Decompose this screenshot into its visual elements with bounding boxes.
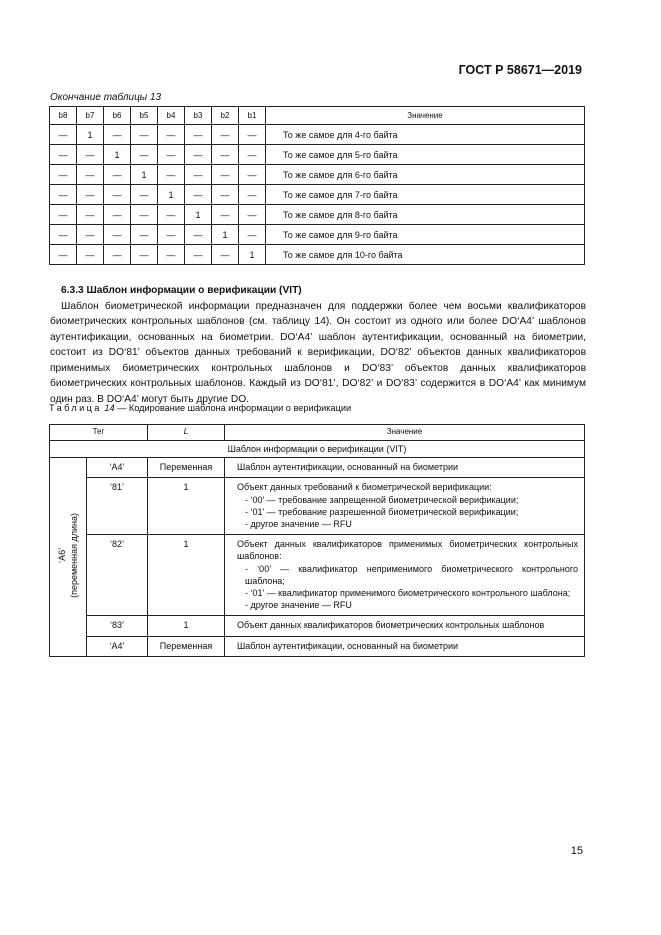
bit-cell: 1 xyxy=(104,145,131,165)
bit-cell: — xyxy=(239,145,266,165)
col-header: b5 xyxy=(131,107,158,125)
bit-cell: — xyxy=(131,205,158,225)
bit-cell: — xyxy=(77,205,104,225)
table14-caption xyxy=(49,403,351,413)
length-cell: 1 xyxy=(148,535,225,616)
bit-cell: — xyxy=(158,225,185,245)
bit-cell: 1 xyxy=(239,245,266,265)
description-text: Шаблон аутентификации, основанный на биометрии xyxy=(237,462,459,473)
description-text: Объект данных квалификаторов биометрических контрольных шаблонов xyxy=(237,620,545,631)
table14-title-row xyxy=(50,441,585,458)
table-row xyxy=(50,205,585,225)
table-row xyxy=(50,125,585,145)
list-item: - ‘00’ — квалификатор неприменимого биометрического контрольного шаблона; xyxy=(245,563,578,586)
bit-cell: — xyxy=(131,225,158,245)
bit-cell: — xyxy=(50,205,77,225)
section-heading: 6.3.3 Шаблон информации о верификации (VIT) xyxy=(61,285,302,296)
bit-cell: — xyxy=(77,225,104,245)
bit-cell: — xyxy=(104,185,131,205)
table-13 xyxy=(49,106,585,265)
tag-cell: ‘82’ xyxy=(87,535,148,616)
bit-cell: — xyxy=(185,165,212,185)
bit-cell: — xyxy=(50,245,77,265)
bit-cell: — xyxy=(131,245,158,265)
section-paragraph: Шаблон биометрической информации предназначен для поддержки более чем восьми квалификаторов биометрических контрольных шаблонов (см. таблицу 14). Он состоит из одного или более DO‘A4’ шаблонов аутентификации, основанных на биометрии. DO‘A4’ шаблон аутентификации, основанный на биометрии, состоит из DO‘81’ объектов данных требований к верификации, DO‘82’ объектов данных квалификаторов применимых биометрических контрольных шаблонов и DO‘83’ объектов данных квалификаторов биометрических контрольных шаблонов. Каждый из DO‘81’, DO‘82’ и DO‘83’ содержится в DO‘A4’ как минимум один раз. В DO‘A4’ могут быть другие DO. xyxy=(50,300,586,405)
value-cell: То же самое для 8-го байта xyxy=(266,205,585,225)
table-row xyxy=(50,458,585,478)
bit-cell: — xyxy=(104,245,131,265)
bit-cell: 1 xyxy=(185,205,212,225)
outer-tag-cell xyxy=(50,458,87,657)
col-header-tag: Тег xyxy=(50,425,148,441)
value-cell: То же самое для 9-го байта xyxy=(266,225,585,245)
bit-cell: — xyxy=(131,185,158,205)
outer-tag: ‘A6’ xyxy=(57,547,67,563)
bit-cell: — xyxy=(185,245,212,265)
table14-caption-text: — Кодирование шаблона информации о верификации xyxy=(117,403,352,413)
bit-cell: — xyxy=(158,145,185,165)
bit-cell: — xyxy=(212,245,239,265)
tag-cell: ‘81’ xyxy=(87,478,148,535)
bit-cell: — xyxy=(185,145,212,165)
bit-cell: — xyxy=(131,125,158,145)
bit-cell: — xyxy=(158,205,185,225)
bit-cell: — xyxy=(185,125,212,145)
description-cell xyxy=(225,535,585,616)
length-cell: Переменная xyxy=(148,458,225,478)
tag-cell: ‘A4’ xyxy=(87,458,148,478)
table-14 xyxy=(49,424,585,657)
bit-cell: — xyxy=(212,145,239,165)
bit-cell: — xyxy=(185,185,212,205)
bit-cell: — xyxy=(104,205,131,225)
bit-cell: 1 xyxy=(131,165,158,185)
bit-cell: — xyxy=(212,165,239,185)
table-row xyxy=(50,165,585,185)
list-item: - другое значение — RFU xyxy=(245,600,352,611)
table13-header-row xyxy=(50,107,585,125)
bit-cell: — xyxy=(239,225,266,245)
list-item: - ‘01’ — требование разрешенной биометрической верификации; xyxy=(245,506,519,517)
description-cell xyxy=(225,616,585,636)
table14-caption-number: 14 xyxy=(104,403,115,413)
bit-cell: — xyxy=(50,145,77,165)
bit-cell: — xyxy=(239,185,266,205)
bit-cell: — xyxy=(131,145,158,165)
outer-length-note: (переменная длина) xyxy=(69,512,79,598)
bit-cell: — xyxy=(50,225,77,245)
description-text: Объект данных квалификаторов применимых биометрических контрольных шаблонов: xyxy=(237,539,578,562)
col-header: b7 xyxy=(77,107,104,125)
value-cell: То же самое для 4-го байта xyxy=(266,125,585,145)
bit-cell: — xyxy=(77,165,104,185)
table14-caption-label: Таблица xyxy=(49,403,102,413)
bit-cell: — xyxy=(50,165,77,185)
bit-cell: — xyxy=(50,185,77,205)
col-header-length: L xyxy=(148,425,225,441)
bit-cell: — xyxy=(77,185,104,205)
col-header: b4 xyxy=(158,107,185,125)
col-header-value: Значение xyxy=(225,425,585,441)
bit-cell: — xyxy=(158,125,185,145)
document-header: ГОСТ Р 58671—2019 xyxy=(458,63,582,77)
tag-cell: ‘A4’ xyxy=(87,636,148,656)
bit-cell: — xyxy=(158,165,185,185)
value-cell: То же самое для 7-го байта xyxy=(266,185,585,205)
length-cell: Переменная xyxy=(148,636,225,656)
table-row xyxy=(50,636,585,656)
bit-cell: — xyxy=(104,165,131,185)
bit-cell: — xyxy=(239,125,266,145)
col-header: b6 xyxy=(104,107,131,125)
table-row xyxy=(50,535,585,616)
bit-cell: — xyxy=(212,125,239,145)
bit-cell: — xyxy=(239,205,266,225)
table-row xyxy=(50,185,585,205)
tag-cell: ‘83’ xyxy=(87,616,148,636)
table13-caption: Окончание таблицы 13 xyxy=(50,92,162,103)
description-cell xyxy=(225,458,585,478)
list-item: - ‘01’ — квалификатор применимого биометрического контрольного шаблона; xyxy=(245,588,571,599)
table14-header-row xyxy=(50,425,585,441)
col-header: b2 xyxy=(212,107,239,125)
list-item: - другое значение — RFU xyxy=(245,519,352,530)
bit-cell: — xyxy=(50,125,77,145)
bit-cell: — xyxy=(104,225,131,245)
length-cell: 1 xyxy=(148,616,225,636)
bit-cell: — xyxy=(77,245,104,265)
table-row xyxy=(50,245,585,265)
bit-cell: — xyxy=(239,165,266,185)
table-row xyxy=(50,616,585,636)
section-6-3-3 xyxy=(50,283,586,407)
bit-cell: — xyxy=(104,125,131,145)
col-header: b8 xyxy=(50,107,77,125)
value-cell: То же самое для 5-го байта xyxy=(266,145,585,165)
description-text: Шаблон аутентификации, основанный на биометрии xyxy=(237,640,459,651)
col-header: Значение xyxy=(266,107,585,125)
bit-cell: — xyxy=(185,225,212,245)
length-cell: 1 xyxy=(148,478,225,535)
bit-cell: 1 xyxy=(77,125,104,145)
bit-cell: — xyxy=(158,245,185,265)
bit-cell: — xyxy=(77,145,104,165)
table-row xyxy=(50,478,585,535)
page-number: 15 xyxy=(570,845,583,857)
bit-cell: 1 xyxy=(212,225,239,245)
col-header: b3 xyxy=(185,107,212,125)
bit-cell: — xyxy=(212,205,239,225)
col-header: b1 xyxy=(239,107,266,125)
table-row xyxy=(50,145,585,165)
description-cell xyxy=(225,478,585,535)
value-cell: То же самое для 6-го байта xyxy=(266,165,585,185)
list-item: - ‘00’ — требование запрещенной биометрической верификации; xyxy=(245,494,519,505)
value-cell: То же самое для 10-го байта xyxy=(266,245,585,265)
table-row xyxy=(50,225,585,245)
bit-cell: 1 xyxy=(158,185,185,205)
description-text: Объект данных требований к биометрической верификации: xyxy=(237,482,492,493)
bit-cell: — xyxy=(212,185,239,205)
description-cell xyxy=(225,636,585,656)
vit-title-cell: Шаблон информации о верификации (VIT) xyxy=(50,441,585,458)
